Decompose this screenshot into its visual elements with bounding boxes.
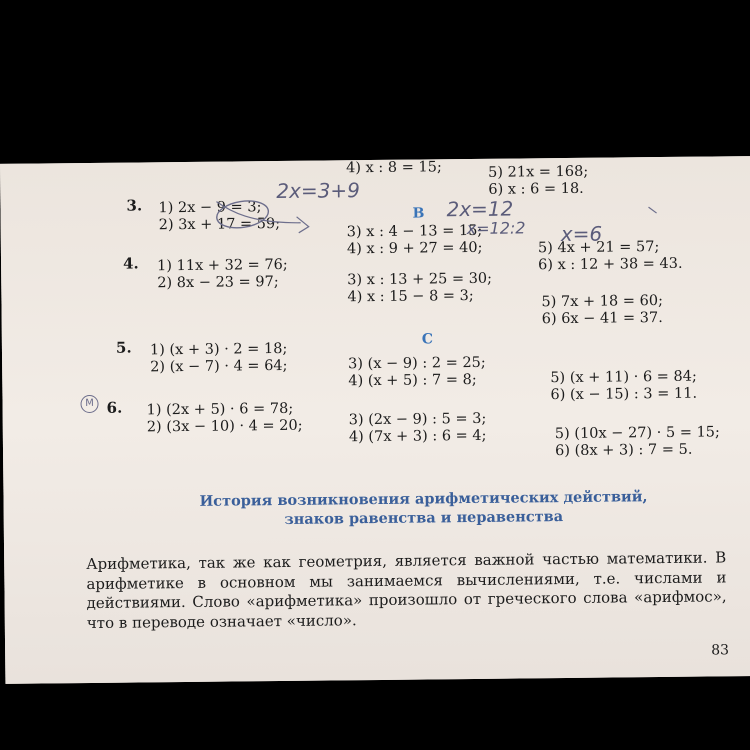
history-title [123,486,723,530]
equation: 5) (10x − 27) · 5 = 15; [554,424,720,443]
equation: 4) (x + 5) : 7 = 8; [348,371,477,390]
eq-top-5: 5) 21x = 168; [488,163,589,181]
page-number: 83 [711,642,730,659]
eq-top-6: 6) x : 6 = 18. [488,180,584,198]
history-title-line-2: знаков равенства и неравенства [284,508,564,528]
equation: 4) (7x + 3) : 6 = 4; [348,427,487,446]
exercise-5-right [550,369,697,405]
equation: 2) (3x − 10) · 4 = 20; [146,417,303,436]
equation: 2) 8x − 23 = 97; [157,274,279,292]
equation: 6) (x − 15) : 3 = 11. [550,385,698,404]
handwritten-circle-mark: M [80,395,98,413]
handwritten-note: 2x=12 [446,196,514,222]
exercise-6-right [555,424,720,460]
equation: 3) (x − 9) : 2 = 25; [348,354,486,373]
equation: 5) 7x + 18 = 60; [541,292,663,311]
textbook-page [0,156,750,684]
equation: 2) (x − 7) · 4 = 64; [150,357,288,376]
equation: 1) 2x − 9 = 3; [158,199,262,217]
eq-top-4: 4) x : 8 = 15; [346,159,442,177]
exercise-3-middle [347,223,483,258]
equation: 4) x : 15 − 8 = 3; [347,287,474,306]
exercise-5-middle [348,355,486,390]
handwritten-note: x=6 [560,221,603,247]
equation: 3) x : 4 − 13 = 15; [346,222,483,241]
equation: 1) 11x + 32 = 76; [157,256,288,275]
handwritten-note: x=12:2 [466,218,526,239]
exercise-4-number: 4. [122,254,139,273]
equation: 6) (8x + 3) : 7 = 5. [554,441,693,460]
section-c-label: C [421,331,434,348]
equation: 4) x : 9 + 27 = 40; [346,239,483,258]
equation: 6) 6x − 41 = 37. [541,309,663,328]
section-b-label: B [412,205,425,222]
equation: 1) (2x + 5) · 6 = 78; [146,400,294,419]
exercise-6-left [147,401,303,437]
history-title-line-1: История возникновения арифметических действий, [199,488,648,510]
exercise-4-right [541,293,663,328]
equation: 6) x : 12 + 38 = 43. [538,255,683,274]
exercise-3-number: 3. [126,196,143,215]
equation: 5) (x + 11) · 6 = 84; [550,368,697,387]
equation: 2) 3x + 17 = 59; [158,215,281,234]
equation: 3) (2x − 9) : 5 = 3; [348,410,487,429]
exercise-3-left [158,199,280,234]
exercise-6-middle [349,411,487,446]
exercise-6-number: 6. [106,398,123,417]
equation: 5) 4x + 21 = 57; [537,239,660,257]
equation: 3) x : 13 + 25 = 30; [347,270,493,289]
exercise-3-right [538,239,683,275]
history-paragraph: Арифметика, так же как геометрия, является важной частью математики. В арифметике в основном мы занимаемся вычислениями, т.е. числами и действиями. Слово «арифметика» произошло от греческого слова «арифмос», что в переводе означает «число». [86,548,727,632]
exercise-4-left [157,257,288,292]
handwritten-note: 2x=3+9 [276,178,360,204]
equation: 1) (x + 3) · 2 = 18; [149,340,288,359]
exercise-4-middle [347,271,492,307]
exercise-5-number: 5. [115,338,132,357]
exercise-5-left [150,341,288,376]
